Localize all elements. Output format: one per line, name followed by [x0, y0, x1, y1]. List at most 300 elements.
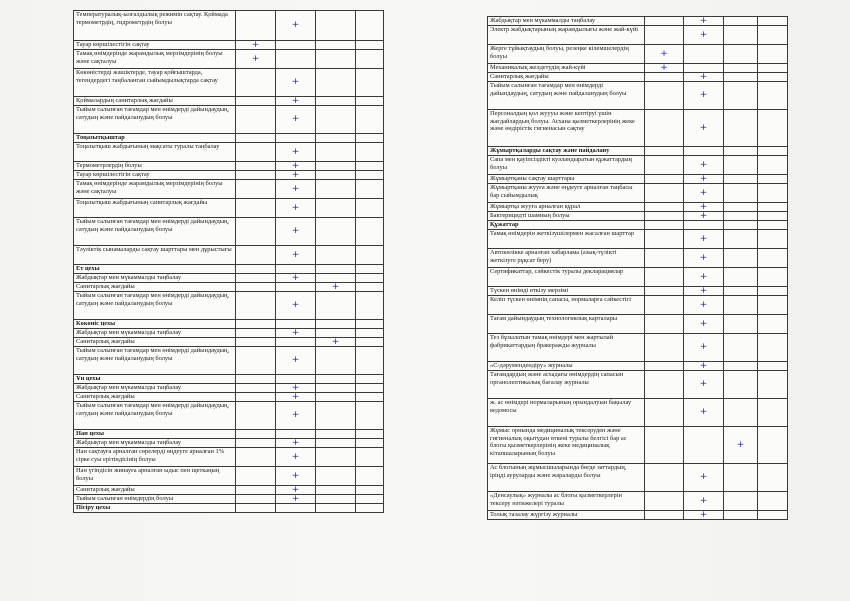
checklist-item-text: Жұмыртқаны жууға және өңдеуге арналған таңбасы бар сыйымдылық — [488, 184, 645, 203]
check-cell — [316, 97, 356, 106]
checklist-row — [74, 274, 384, 283]
checklist-row — [74, 495, 384, 504]
checklist-item-text: Тыйым салынған тағамдар мен өнімдерді дайындаудың, сатудың және пайдаланудың болуы — [74, 402, 236, 430]
handwritten-check-mark: + — [699, 16, 708, 26]
check-cell — [645, 203, 684, 212]
check-cell — [356, 347, 384, 375]
check-cell — [758, 464, 788, 492]
handwritten-check-mark: + — [699, 252, 708, 263]
checklist-row — [488, 511, 788, 520]
check-cell — [758, 17, 788, 26]
check-cell — [724, 511, 758, 520]
check-cell — [645, 26, 684, 45]
check-cell — [316, 467, 356, 486]
check-cell — [645, 156, 684, 175]
handwritten-check-mark: + — [291, 355, 300, 365]
check-cell — [356, 320, 384, 329]
checklist-row — [488, 17, 788, 26]
check-cell — [316, 486, 356, 495]
check-cell — [276, 11, 316, 41]
check-cell — [316, 329, 356, 338]
check-cell — [684, 73, 724, 82]
check-cell — [684, 296, 724, 315]
check-cell — [316, 504, 356, 513]
check-cell — [236, 347, 276, 375]
checklist-row — [74, 393, 384, 402]
check-cell — [236, 199, 276, 218]
check-cell — [316, 439, 356, 448]
check-cell — [276, 467, 316, 486]
checklist-row — [488, 26, 788, 45]
section-row — [488, 147, 788, 156]
check-cell — [356, 467, 384, 486]
handwritten-check-mark: + — [291, 170, 300, 180]
checklist-item-text: Көкөністерді жәшіктерде, тауар қойғыштарда, тегендердегі таңбаланган сыйымдылықтарда сақтау — [74, 69, 236, 97]
check-cell — [236, 375, 276, 384]
handwritten-check-mark: + — [699, 379, 708, 389]
checklist-row — [488, 203, 788, 212]
checklist-item-text: Санитарлық жағдайы — [488, 73, 645, 82]
check-cell — [356, 283, 384, 292]
check-cell — [684, 156, 724, 175]
check-cell — [236, 246, 276, 265]
checklist-item-text: Тәуліктік сынамаларды сақтау шарттары мен дұрыстығы — [74, 246, 236, 265]
check-cell — [724, 184, 758, 203]
check-cell — [236, 283, 276, 292]
handwritten-check-mark: + — [699, 159, 708, 170]
checklist-item-text: Жабдықтар мен мүкаммалды таңбалау — [74, 384, 236, 393]
checklist-row — [488, 249, 788, 268]
checklist-row — [74, 199, 384, 218]
checklist-item-text: Санитарлық жағдайы — [74, 393, 236, 402]
checklist-item-text: Санитарлық жағдайы — [74, 283, 236, 292]
check-cell — [316, 199, 356, 218]
check-cell — [758, 492, 788, 511]
check-cell — [356, 97, 384, 106]
checklist-row — [488, 73, 788, 82]
check-cell — [276, 430, 316, 439]
check-cell — [316, 41, 356, 50]
check-cell — [316, 283, 356, 292]
check-cell — [684, 212, 724, 221]
checklist-item-text: Электр жабдықтарының жарамдылығы және жай-күйі — [488, 26, 645, 45]
check-cell — [356, 375, 384, 384]
checklist-row — [488, 296, 788, 315]
check-cell — [645, 362, 684, 371]
check-cell — [724, 296, 758, 315]
check-cell — [724, 64, 758, 73]
checklist-item-text: Тамақ өнімдерінде жарамдылық мерзімдерінің болуы және сақталуы — [74, 180, 236, 199]
check-cell — [316, 134, 356, 143]
check-cell — [276, 134, 316, 143]
handwritten-check-mark: + — [699, 286, 708, 296]
section-row — [74, 265, 384, 274]
checklist-row — [74, 338, 384, 347]
handwritten-check-mark: + — [291, 146, 300, 157]
section-heading: Жұмыртқаларды сақтау және пайдалану — [488, 147, 645, 156]
checklist-item-text: Түскен өнімді өткізу мерзімі — [488, 287, 645, 296]
check-cell — [276, 439, 316, 448]
check-cell — [645, 45, 684, 64]
handwritten-check-mark: + — [699, 174, 708, 184]
checklist-item-text: Жабдықтар мен мүкаммалды таңбалау — [74, 274, 236, 283]
check-cell — [724, 110, 758, 147]
check-cell — [758, 175, 788, 184]
check-cell — [356, 218, 384, 246]
check-cell — [645, 64, 684, 73]
check-cell — [724, 221, 758, 230]
section-row — [74, 430, 384, 439]
check-cell — [758, 26, 788, 45]
check-cell — [236, 292, 276, 320]
check-cell — [724, 334, 758, 362]
check-cell — [316, 393, 356, 402]
checklist-item-text: Жабдықтар мен мүкаммалды таңбалау — [488, 17, 645, 26]
checklist-item-text: Жұмыс орнында медициналық тексеруден және гигиеналық оқытудан өткені туралы белгісі бар ас блогы қызметкерлерінің жеке медициналық кітапшаларының болуы — [488, 427, 645, 464]
check-cell — [236, 384, 276, 393]
check-cell — [684, 427, 724, 464]
handwritten-check-mark: + — [331, 282, 340, 292]
checklist-item-text: Тағам дайындаудың технологиялық карталары — [488, 315, 645, 334]
check-cell — [316, 265, 356, 274]
check-cell — [356, 41, 384, 50]
handwritten-check-mark: + — [251, 53, 260, 64]
check-cell — [316, 218, 356, 246]
check-cell — [645, 511, 684, 520]
check-cell — [645, 82, 684, 110]
check-cell — [684, 64, 724, 73]
check-cell — [316, 180, 356, 199]
handwritten-check-mark: + — [699, 299, 708, 310]
handwritten-check-mark: + — [291, 410, 300, 420]
check-cell — [276, 495, 316, 504]
checklist-row — [488, 64, 788, 73]
check-cell — [724, 362, 758, 371]
checklist-row — [488, 230, 788, 249]
handwritten-check-mark: + — [291, 249, 300, 260]
check-cell — [276, 143, 316, 162]
check-cell — [316, 69, 356, 97]
check-cell — [724, 371, 758, 399]
handwritten-check-mark: + — [699, 187, 708, 198]
handwritten-check-mark: + — [699, 407, 708, 417]
check-cell — [236, 218, 276, 246]
handwritten-check-mark: + — [291, 494, 300, 504]
checklist-row — [488, 268, 788, 287]
check-cell — [724, 249, 758, 268]
check-cell — [645, 427, 684, 464]
check-cell — [758, 296, 788, 315]
check-cell — [316, 274, 356, 283]
checklist-row — [488, 315, 788, 334]
check-cell — [758, 230, 788, 249]
checklist-row — [74, 180, 384, 199]
check-cell — [758, 221, 788, 230]
check-cell — [276, 106, 316, 134]
checklist-row — [488, 212, 788, 221]
check-cell — [316, 143, 356, 162]
checklist-item-text: Қоймалардың санитарлық жағдайы — [74, 97, 236, 106]
check-cell — [724, 17, 758, 26]
check-cell — [645, 73, 684, 82]
checklist-item-text: Тамақ өнімдерінде жарамдылық мерзімдерінің болуы және сақталуы — [74, 50, 236, 69]
handwritten-check-mark: + — [291, 183, 300, 194]
check-cell — [276, 41, 316, 50]
check-cell — [724, 175, 758, 184]
check-cell — [724, 26, 758, 45]
check-cell — [236, 486, 276, 495]
check-cell — [645, 334, 684, 362]
check-cell — [356, 143, 384, 162]
check-cell — [276, 504, 316, 513]
check-cell — [276, 448, 316, 467]
checklist-row — [488, 371, 788, 399]
check-cell — [236, 402, 276, 430]
check-cell — [356, 11, 384, 41]
check-cell — [684, 249, 724, 268]
handwritten-check-mark: + — [699, 202, 708, 212]
check-cell — [724, 45, 758, 64]
checklist-item-text: Тыйым салынған тағамдар мен өнімдерді дайындаудың, сатудың және пайдаланудың болуы — [74, 106, 236, 134]
check-cell — [684, 362, 724, 371]
check-cell — [724, 427, 758, 464]
check-cell — [236, 171, 276, 180]
check-cell — [356, 329, 384, 338]
check-cell — [724, 212, 758, 221]
handwritten-check-mark: + — [699, 495, 708, 506]
check-cell — [645, 249, 684, 268]
check-cell — [276, 292, 316, 320]
section-row — [74, 320, 384, 329]
handwritten-check-mark: + — [251, 40, 260, 50]
check-cell — [684, 203, 724, 212]
check-cell — [724, 147, 758, 156]
check-cell — [236, 430, 276, 439]
checklist-row — [488, 156, 788, 175]
check-cell — [724, 315, 758, 334]
check-cell — [645, 287, 684, 296]
right-page — [487, 16, 787, 520]
checklist-item-text: Тыйым салынған тағамдар мен өнімдерді дайындаудың, сатудың және пайдаланудың болуы — [74, 218, 236, 246]
checklist-item-text: Сапа мен қауіпсіздікті куәландыратын құжаттардың болуы — [488, 156, 645, 175]
check-cell — [356, 134, 384, 143]
check-cell — [316, 292, 356, 320]
handwritten-check-mark: + — [291, 485, 300, 495]
checklist-item-text: Нан сақтауға арналған сөрелерді өңдеуге арналған 1% сірке суы ерітіндісінің болуы — [74, 448, 236, 467]
checklist-item-text: Жұмыртқаны сақтау шарттары — [488, 175, 645, 184]
checklist-row — [74, 402, 384, 430]
check-cell — [758, 212, 788, 221]
check-cell — [758, 249, 788, 268]
check-cell — [316, 402, 356, 430]
check-cell — [645, 184, 684, 203]
checklist-row — [488, 427, 788, 464]
check-cell — [236, 143, 276, 162]
check-cell — [758, 315, 788, 334]
check-cell — [236, 467, 276, 486]
checklist-item-text: Ас блогының жұмысшыларында бөгде заттардың, іріңді ауруларды және жараларды болуы — [488, 464, 645, 492]
section-row — [488, 221, 788, 230]
check-cell — [316, 375, 356, 384]
checklist-item-text: Тағамдардың және асхадағы өнімдердің сапасын органолептикалық бағалау журналы — [488, 371, 645, 399]
section-heading: Көкөніс цехы — [74, 320, 236, 329]
handwritten-check-mark: + — [736, 439, 745, 450]
check-cell — [758, 427, 788, 464]
check-cell — [684, 287, 724, 296]
check-cell — [356, 448, 384, 467]
checklist-row — [74, 439, 384, 448]
handwritten-check-mark: + — [291, 328, 300, 338]
check-cell — [684, 334, 724, 362]
check-cell — [316, 106, 356, 134]
check-cell — [356, 162, 384, 171]
check-cell — [276, 329, 316, 338]
check-cell — [236, 97, 276, 106]
checklist-item-text: Толық тазалау жүргізу журналы — [488, 511, 645, 520]
check-cell — [236, 320, 276, 329]
checklist-row — [488, 175, 788, 184]
check-cell — [276, 171, 316, 180]
checklist-row — [74, 218, 384, 246]
section-heading: Пісіру цехы — [74, 504, 236, 513]
checklist-row — [488, 45, 788, 64]
check-cell — [645, 110, 684, 147]
check-cell — [236, 162, 276, 171]
check-cell — [645, 492, 684, 511]
check-cell — [356, 486, 384, 495]
check-cell — [276, 97, 316, 106]
handwritten-check-mark: + — [699, 361, 708, 371]
check-cell — [758, 64, 788, 73]
check-cell — [316, 338, 356, 347]
check-cell — [724, 464, 758, 492]
check-cell — [236, 69, 276, 97]
check-cell — [316, 448, 356, 467]
check-cell — [276, 180, 316, 199]
check-cell — [276, 162, 316, 171]
handwritten-check-mark: + — [291, 300, 300, 310]
check-cell — [684, 492, 724, 511]
check-cell — [684, 315, 724, 334]
checklist-item-text: Тыйым салынған тағамдар мен өнімдерді дайындаудың, сатудың және пайдаланудың болуы — [74, 347, 236, 375]
checklist-item-text: ж. ас өнімдері нормаларының орындалуын бақылау ведомосы — [488, 399, 645, 427]
check-cell — [316, 50, 356, 69]
check-cell — [758, 110, 788, 147]
handwritten-check-mark: + — [291, 451, 300, 462]
check-cell — [236, 180, 276, 199]
check-cell — [236, 265, 276, 274]
check-cell — [236, 41, 276, 50]
check-cell — [276, 320, 316, 329]
checklist-row — [74, 448, 384, 467]
checklist-item-text: Тыйым салынған тағамдар мен өнімдерді дайындаудың, сатудың және пайдаланудың болуы — [74, 292, 236, 320]
handwritten-check-mark: + — [291, 114, 300, 124]
section-heading: Нан цехы — [74, 430, 236, 439]
check-cell — [316, 162, 356, 171]
checklist-row — [74, 41, 384, 50]
check-cell — [684, 511, 724, 520]
checklist-item-text: Келіп түскен өнімнің сапасы, нормаларға сәйкестігі — [488, 296, 645, 315]
left-page — [73, 10, 383, 513]
checklist-item-text: Термометрлердің болуы — [74, 162, 236, 171]
checklist-row — [74, 486, 384, 495]
checklist-item-text: Тоңазытқыш жабдығының санитарлық жағдайы — [74, 199, 236, 218]
checklist-item-text: Тез бұзылатын тамақ өнімдері мен жартылай фабрикаттардың бракеражды журналы — [488, 334, 645, 362]
handwritten-check-mark: + — [699, 510, 708, 520]
check-cell — [724, 73, 758, 82]
checklist-row — [488, 287, 788, 296]
checklist-row — [488, 464, 788, 492]
right-checklist-table — [487, 16, 788, 520]
check-cell — [758, 268, 788, 287]
check-cell — [356, 246, 384, 265]
check-cell — [236, 338, 276, 347]
check-cell — [356, 50, 384, 69]
checklist-row — [74, 50, 384, 69]
check-cell — [276, 486, 316, 495]
checklist-row — [488, 492, 788, 511]
check-cell — [758, 399, 788, 427]
handwritten-check-mark: + — [291, 161, 300, 171]
check-cell — [236, 393, 276, 402]
check-cell — [684, 147, 724, 156]
handwritten-check-mark: + — [291, 273, 300, 283]
checklist-row — [74, 171, 384, 180]
checklist-item-text: Бактерицидті шамның болуы — [488, 212, 645, 221]
check-cell — [758, 45, 788, 64]
check-cell — [645, 268, 684, 287]
check-cell — [724, 203, 758, 212]
check-cell — [758, 82, 788, 110]
checklist-row — [74, 143, 384, 162]
check-cell — [758, 334, 788, 362]
handwritten-check-mark: + — [660, 63, 668, 73]
checklist-row — [74, 11, 384, 41]
handwritten-check-mark: + — [699, 122, 708, 133]
checklist-item-text: Тауар көршілестігін сақтау — [74, 41, 236, 50]
check-cell — [236, 329, 276, 338]
check-cell — [645, 17, 684, 26]
check-cell — [356, 274, 384, 283]
check-cell — [758, 371, 788, 399]
checklist-item-text: Тауар көршілестігін сақтау — [74, 171, 236, 180]
check-cell — [236, 274, 276, 283]
check-cell — [316, 246, 356, 265]
check-cell — [724, 230, 758, 249]
check-cell — [724, 156, 758, 175]
check-cell — [724, 82, 758, 110]
checklist-item-text: Персоналдың қол жуууы және кептіруі үшін жағдайлардың болуы. Асхана қызметкерлерінің жеке және өндірістік гигиенасын сақтау — [488, 110, 645, 147]
check-cell — [276, 347, 316, 375]
checklist-item-text: Нан үгіндісін жинауға арналған ыдыс пен щеткаңың болуы — [74, 467, 236, 486]
check-cell — [356, 180, 384, 199]
handwritten-check-mark: + — [699, 318, 708, 329]
check-cell — [645, 212, 684, 221]
handwritten-check-mark: + — [291, 202, 300, 213]
check-cell — [276, 402, 316, 430]
check-cell — [645, 221, 684, 230]
checklist-row — [488, 110, 788, 147]
checklist-row — [74, 162, 384, 171]
check-cell — [316, 347, 356, 375]
checklist-item-text: Сертификаттар, сәйкестік туралы декларациялар — [488, 268, 645, 287]
checklist-row — [74, 347, 384, 375]
check-cell — [684, 110, 724, 147]
handwritten-check-mark: + — [291, 226, 300, 236]
check-cell — [276, 384, 316, 393]
handwritten-check-mark: + — [291, 470, 300, 481]
check-cell — [645, 296, 684, 315]
